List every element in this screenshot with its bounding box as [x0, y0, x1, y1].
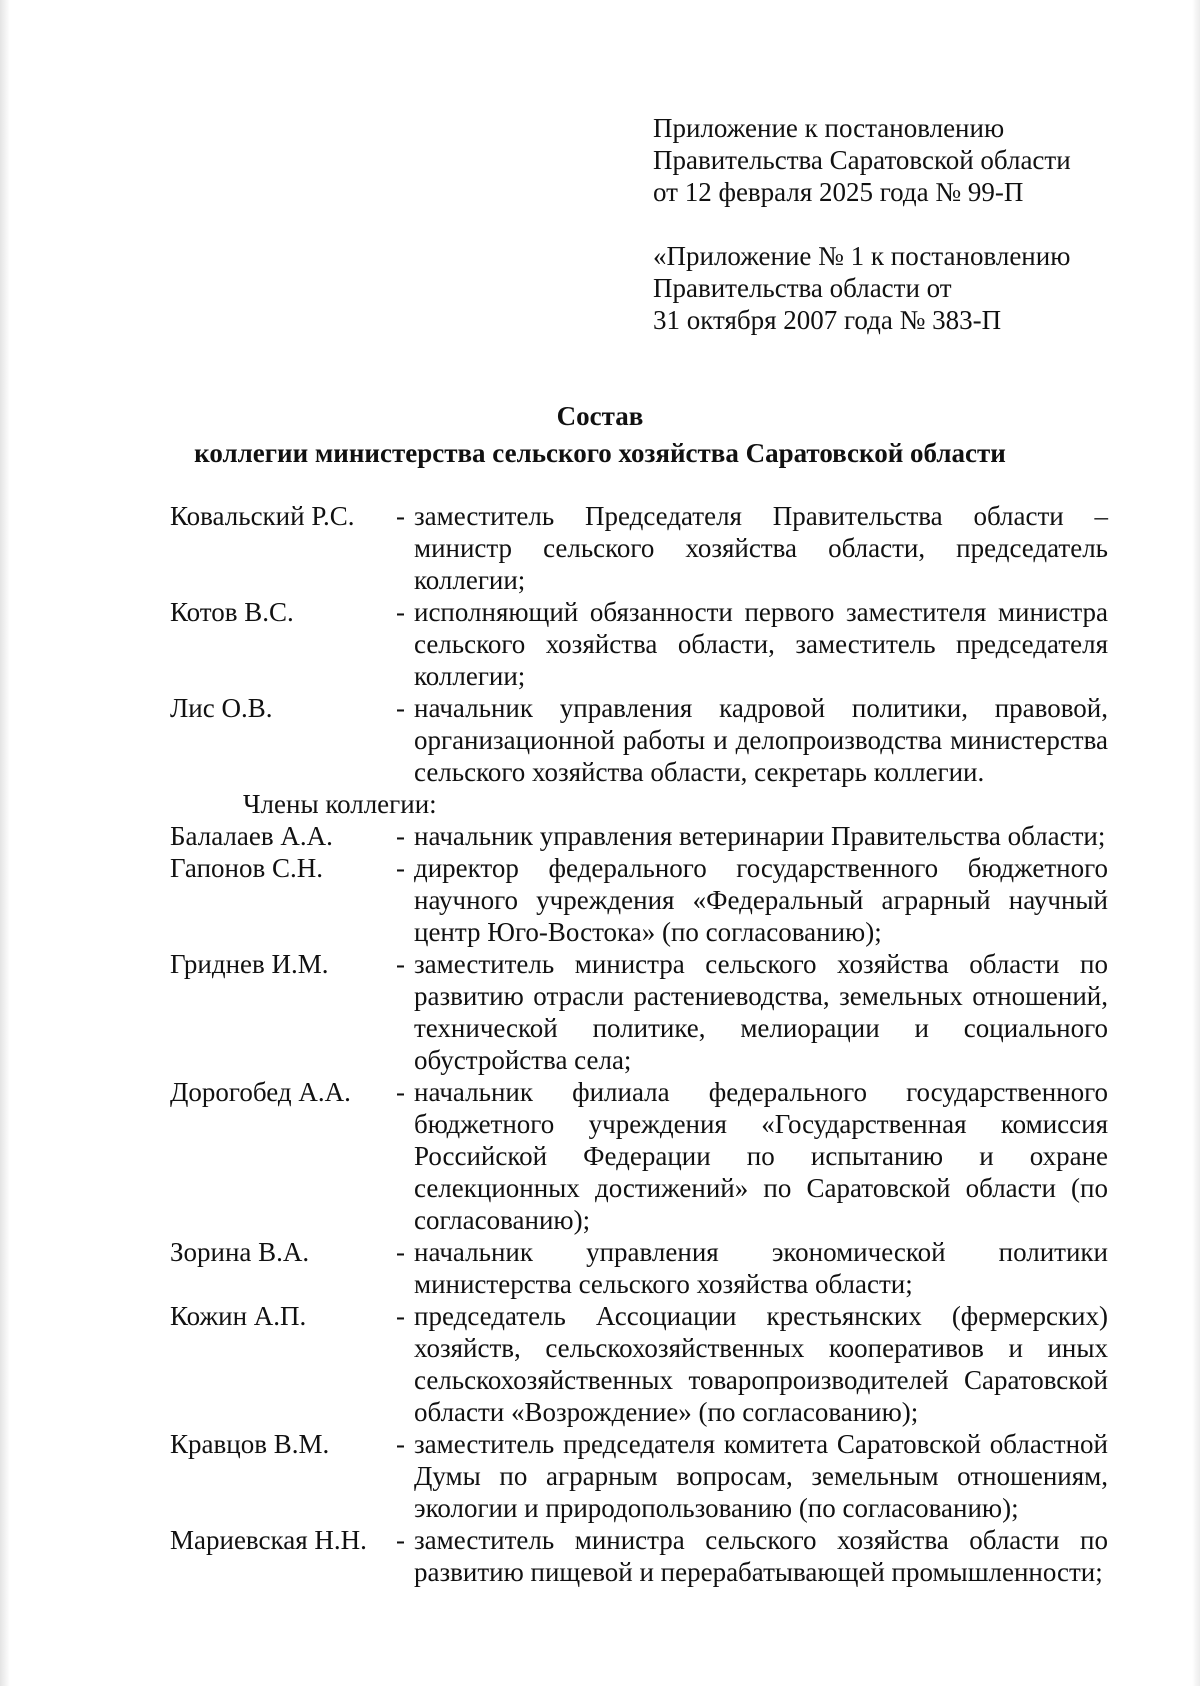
- person-name: Гапонов С.Н.: [170, 853, 323, 883]
- scan-edge-left: [0, 0, 10, 1686]
- list-item: [170, 1524, 1108, 1588]
- person-name: Ковальский Р.С.: [170, 501, 355, 531]
- person-role: председатель Ассоциации крестьянских (фермерских) хозяйств, сельскохозяйственных кооперативов и иных сельскохозяйственных товаропроизводителей Саратовской области «Возрождение» (по согласованию);: [414, 1301, 1108, 1427]
- dash: -: [396, 1237, 405, 1267]
- leadership-list: [170, 500, 1108, 788]
- dash: -: [396, 1429, 405, 1459]
- person-role: заместитель Председателя Правительства области – министр сельского хозяйства области, председатель коллегии;: [414, 501, 1108, 595]
- scan-edge-right: [1192, 0, 1200, 1686]
- document-title: Состав: [556, 401, 644, 431]
- person-name: Кожин А.П.: [170, 1301, 307, 1331]
- person-name: Лис О.В.: [170, 693, 273, 723]
- dash: -: [396, 1525, 405, 1555]
- person-name: Гриднев И.М.: [170, 949, 329, 979]
- appendix-line: Приложение к постановлению: [653, 113, 1005, 143]
- list-item: [170, 1236, 1108, 1300]
- dash: -: [396, 949, 405, 979]
- person-name: Зорина В.А.: [170, 1237, 310, 1267]
- person-role: начальник управления экономической политики министерства сельского хозяйства области;: [414, 1237, 1108, 1299]
- dash: -: [396, 597, 405, 627]
- appendix-line: от 12 февраля 2025 года № 99-П: [653, 177, 1024, 207]
- list-item: [170, 948, 1108, 1076]
- person-name: Кравцов В.М.: [170, 1429, 330, 1459]
- list-item: [170, 1076, 1108, 1236]
- appendix-line: Правительства Саратовской области: [653, 145, 1071, 175]
- person-name: Балалаев А.А.: [170, 821, 333, 851]
- dash: -: [396, 501, 405, 531]
- appendix-line: «Приложение № 1 к постановлению: [653, 241, 1071, 271]
- person-role: заместитель председателя комитета Саратовской областной Думы по аграрным вопросам, земельным отношениям, экологии и природопользованию (по согласованию);: [414, 1429, 1108, 1523]
- appendix-header: [653, 112, 1173, 336]
- person-name: Дорогобед А.А.: [170, 1077, 351, 1107]
- dash: -: [396, 1301, 405, 1331]
- person-role: исполняющий обязанности первого заместителя министра сельского хозяйства области, заместитель председателя коллегии;: [414, 597, 1108, 691]
- appendix-line: 31 октября 2007 года № 383-П: [653, 305, 1002, 335]
- appendix-line: Правительства области от: [653, 273, 952, 303]
- list-item: [170, 692, 1108, 788]
- list-item: [170, 1300, 1108, 1428]
- list-item: [170, 852, 1108, 948]
- person-role: директор федерального государственного бюджетного научного учреждения «Федеральный аграрный научный центр Юго-Востока» (по согласованию);: [414, 853, 1108, 947]
- person-role: начальник управления кадровой политики, правовой, организационной работы и делопроизводства министерства сельского хозяйства области, секретарь коллегии.: [414, 693, 1108, 787]
- list-item: [170, 820, 1108, 852]
- dash: -: [396, 693, 405, 723]
- document-subtitle: коллегии министерства сельского хозяйства Саратовской области: [194, 438, 1006, 468]
- dash: -: [396, 853, 405, 883]
- person-role: начальник филиала федерального государственного бюджетного учреждения «Государственная комиссия Российской Федерации по испытанию и охране селекционных достижений» по Саратовской области (по согласованию);: [414, 1077, 1108, 1235]
- person-role: начальник управления ветеринарии Правительства области;: [414, 821, 1106, 851]
- person-name: Мариевская Н.Н.: [170, 1525, 367, 1555]
- dash: -: [396, 1077, 405, 1107]
- members-list: [170, 820, 1108, 1588]
- list-item: [170, 596, 1108, 692]
- members-label: Члены коллегии:: [243, 789, 437, 819]
- person-role: заместитель министра сельского хозяйства области по развитию пищевой и перерабатывающей промышленности;: [414, 1525, 1108, 1587]
- dash: -: [396, 821, 405, 851]
- list-item: [170, 1428, 1108, 1524]
- list-item: [170, 500, 1108, 596]
- person-name: Котов В.С.: [170, 597, 294, 627]
- person-role: заместитель министра сельского хозяйства области по развитию отрасли растениеводства, земельных отношений, технической политике, мелиорации и социального обустройства села;: [414, 949, 1108, 1075]
